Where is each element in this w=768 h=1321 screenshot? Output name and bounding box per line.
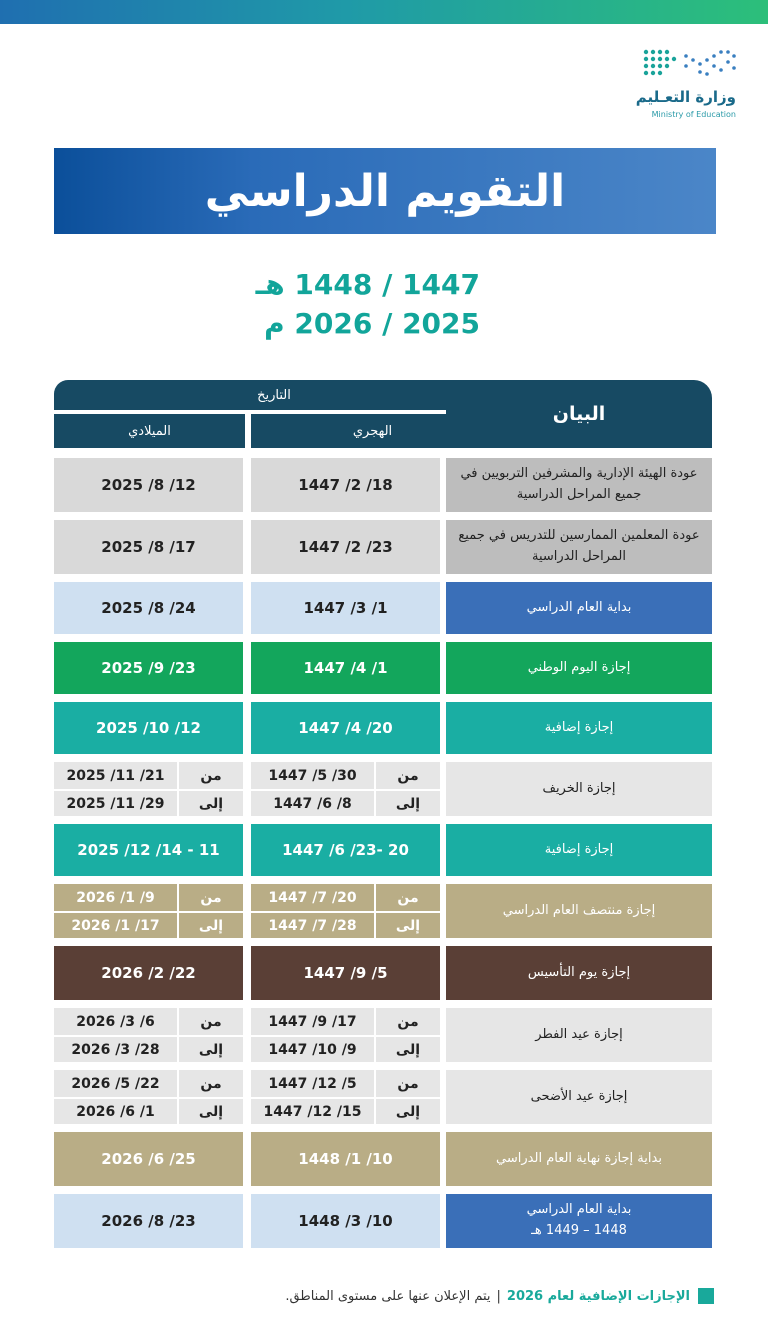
row-label: بداية العام الدراسي xyxy=(446,582,712,634)
row-gregorian-range xyxy=(54,1008,243,1062)
row-gregorian-date: 2026 /6 /25 xyxy=(54,1132,243,1186)
footer-note xyxy=(285,1288,714,1304)
header-hijri: الهجري xyxy=(251,414,494,448)
row-hijri-date: 1447 /2 /18 xyxy=(251,458,440,512)
to-label: إلى xyxy=(374,1037,440,1062)
table-row xyxy=(54,520,766,574)
from-label: من xyxy=(177,1070,243,1097)
from-label: من xyxy=(374,884,440,911)
gregorian-to-date: 2026 /6 /1 xyxy=(76,1103,155,1120)
logo-arabic-text: وزارة التعـليم xyxy=(635,88,736,106)
hijri-to-date: 1447 /10 /9 xyxy=(268,1041,357,1058)
from-label: من xyxy=(177,762,243,789)
row-hijri-range xyxy=(251,884,440,938)
row-gregorian-date: 2025 /8 /24 xyxy=(54,582,243,634)
table-row xyxy=(54,946,766,1000)
table-row xyxy=(54,582,766,634)
row-gregorian-range xyxy=(54,762,243,816)
header-gregorian: الميلادي xyxy=(54,414,245,448)
hijri-from-date: 1447 /7 /20 xyxy=(268,889,357,906)
gregorian-to-date: 2026 /3 /28 xyxy=(71,1041,160,1058)
gregorian-to-date: 2025 /11 /29 xyxy=(66,795,165,812)
row-hijri-date: 1447 /9 /5 xyxy=(251,946,440,1000)
row-hijri-date: 1448 /1 /10 xyxy=(251,1132,440,1186)
logo-dots-icon xyxy=(642,48,738,78)
footer-separator: | xyxy=(496,1288,501,1304)
table-row xyxy=(54,824,766,876)
row-label: إجازة عيد الأضحى xyxy=(446,1070,712,1124)
row-hijri-date: 1448 /3 /10 xyxy=(251,1194,440,1248)
to-label: إلى xyxy=(177,1099,243,1124)
gregorian-to-date: 2026 /1 /17 xyxy=(71,917,160,934)
table-row xyxy=(54,762,766,816)
row-label: إجازة عيد الفطر xyxy=(446,1008,712,1062)
row-hijri-date: 1447 /4 /20 xyxy=(251,702,440,754)
table-row xyxy=(54,1008,766,1062)
from-label: من xyxy=(374,762,440,789)
table-row xyxy=(54,458,766,512)
table-row xyxy=(54,1194,766,1248)
row-hijri-range xyxy=(251,762,440,816)
row-label: عودة الهيئة الإدارية والمشرفين التربويين في جميع المراحل الدراسية xyxy=(446,458,712,512)
from-label: من xyxy=(374,1008,440,1035)
hijri-to-date: 1447 /6 /8 xyxy=(273,795,352,812)
gregorian-from-date: 2026 /3 /6 xyxy=(76,1013,155,1030)
from-label: من xyxy=(177,884,243,911)
header-date: التاريخ xyxy=(54,380,494,410)
from-label: من xyxy=(177,1008,243,1035)
table-row xyxy=(54,702,766,754)
row-gregorian-date: 2025 /10 /12 xyxy=(54,702,243,754)
row-label: عودة المعلمين الممارسين للتدريس في جميع المراحل الدراسية xyxy=(446,520,712,574)
row-label: إجازة يوم التأسيس xyxy=(446,946,712,1000)
row-label: إجازة إضافية xyxy=(446,702,712,754)
row-hijri-date: 1447 /4 /1 xyxy=(251,642,440,694)
header-item: البيان xyxy=(446,380,712,448)
gregorian-from-date: 2026 /5 /22 xyxy=(71,1075,160,1092)
footer-strong-text: الإجازات الإضافية لعام 2026 xyxy=(506,1288,690,1304)
row-gregorian-date: 2025 /8 /12 xyxy=(54,458,243,512)
row-gregorian-date: 2025 /12 /14 - 11 xyxy=(54,824,243,876)
row-gregorian-date: 2025 /8 /17 xyxy=(54,520,243,574)
hijri-to-date: 1447 /12 /15 xyxy=(263,1103,362,1120)
year-gregorian: 2025 / 2026 م xyxy=(264,307,480,340)
title-banner xyxy=(54,148,716,234)
gregorian-from-date: 2026 /1 /9 xyxy=(76,889,155,906)
table-row xyxy=(54,1132,766,1186)
hijri-to-date: 1447 /7 /28 xyxy=(268,917,357,934)
table-row xyxy=(54,642,766,694)
row-label-sub: 1448 – 1449 هـ xyxy=(531,1223,627,1238)
row-label-main: بداية العام الدراسي xyxy=(526,1202,632,1218)
row-label: إجازة منتصف العام الدراسي xyxy=(446,884,712,938)
table-row xyxy=(54,884,766,938)
row-gregorian-range xyxy=(54,1070,243,1124)
row-gregorian-date: 2026 /8 /23 xyxy=(54,1194,243,1248)
row-hijri-date: 1447 /6 /23- 20 xyxy=(251,824,440,876)
to-label: إلى xyxy=(374,791,440,816)
row-hijri-date: 1447 /2 /23 xyxy=(251,520,440,574)
row-label: إجازة اليوم الوطني xyxy=(446,642,712,694)
to-label: إلى xyxy=(177,791,243,816)
to-label: إلى xyxy=(177,1037,243,1062)
hijri-from-date: 1447 /12 /5 xyxy=(268,1075,357,1092)
top-gradient-bar xyxy=(0,0,768,24)
row-gregorian-range xyxy=(54,884,243,938)
logo-english-text: Ministry of Education xyxy=(651,110,736,119)
to-label: إلى xyxy=(177,913,243,938)
gregorian-from-date: 2025 /11 /21 xyxy=(66,767,165,784)
year-hijri: 1447 / 1448 هـ xyxy=(255,268,480,301)
ministry-logo xyxy=(635,48,738,124)
row-label: بداية إجازة نهاية العام الدراسي xyxy=(446,1132,712,1186)
hijri-from-date: 1447 /5 /30 xyxy=(268,767,357,784)
square-bullet-icon xyxy=(698,1288,714,1304)
row-label: إجازة الخريف xyxy=(446,762,712,816)
hijri-from-date: 1447 /9 /17 xyxy=(268,1013,357,1030)
row-gregorian-date: 2026 /2 /22 xyxy=(54,946,243,1000)
row-gregorian-date: 2025 /9 /23 xyxy=(54,642,243,694)
footer-text: يتم الإعلان عنها على مستوى المناطق. xyxy=(285,1288,491,1304)
row-hijri-range xyxy=(251,1008,440,1062)
row-label: إجازة إضافية xyxy=(446,824,712,876)
to-label: إلى xyxy=(374,1099,440,1124)
row-hijri-date: 1447 /3 /1 xyxy=(251,582,440,634)
page-title: التقويم الدراسي xyxy=(204,165,566,217)
row-label xyxy=(446,1194,712,1248)
to-label: إلى xyxy=(374,913,440,938)
table-row xyxy=(54,1070,766,1124)
row-hijri-range xyxy=(251,1070,440,1124)
from-label: من xyxy=(374,1070,440,1097)
